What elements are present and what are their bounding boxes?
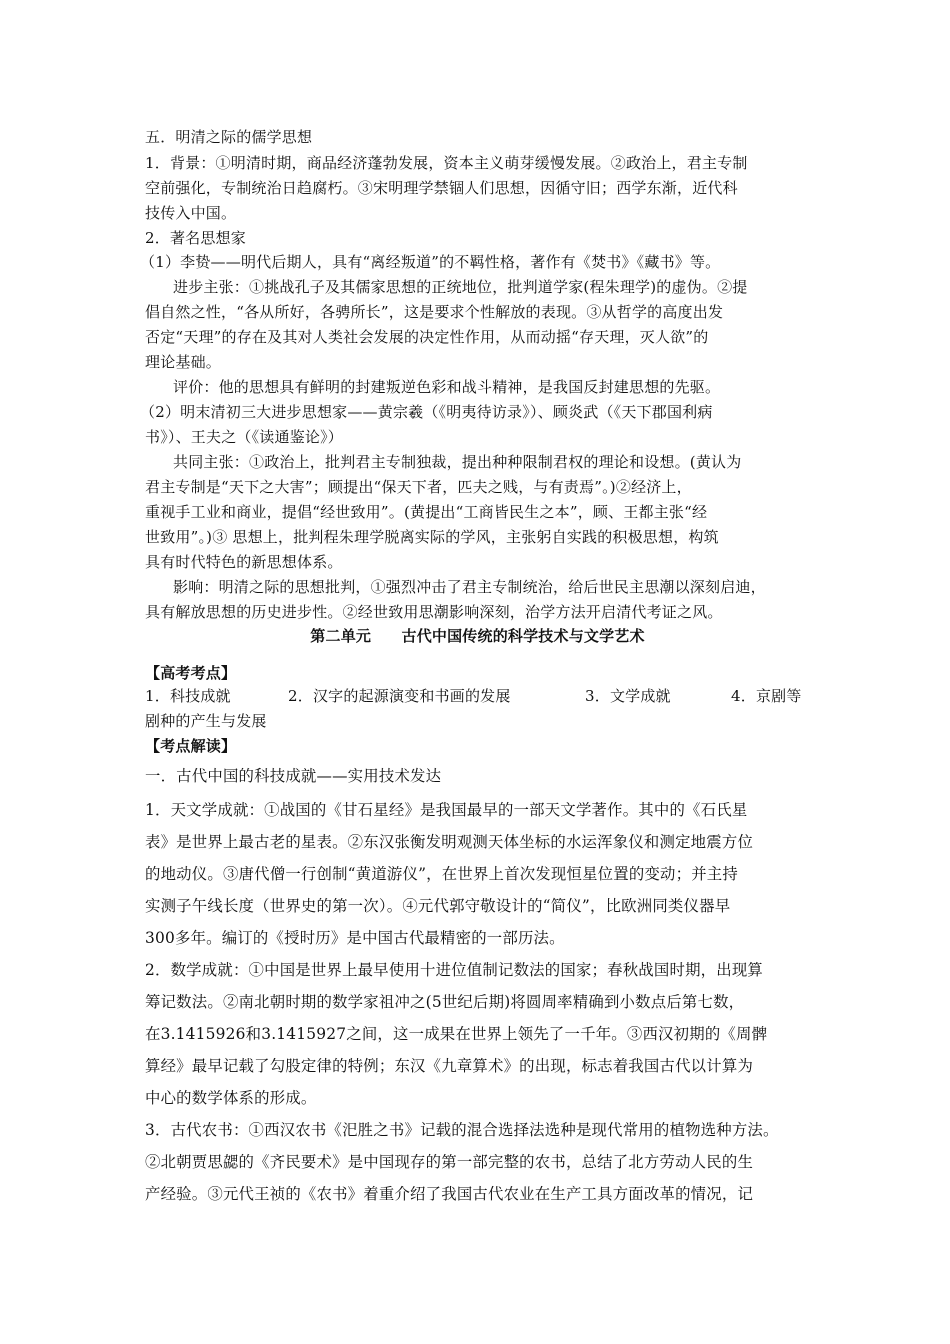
paragraph-line: 理论基础。 (145, 353, 222, 371)
paragraph-line: （1）李贽——明代后期人，具有“离经叛道”的不羁性格，著作有《焚书》《藏书》等。 (140, 253, 721, 271)
paragraph-line: ②北朝贾思勰的《齐民要术》是中国现存的第一部完整的农书，总结了北方劳动人民的生 (145, 1153, 754, 1171)
paragraph-line: 具有时代特色的新思想体系。 (145, 553, 343, 571)
paragraph-line: （2）明末清初三大进步思想家——黄宗羲（《明夷待访录》）、顾炎武（《天下郡国利病 (140, 403, 713, 421)
paragraph-line: 1．背景：①明清时期，商品经济蓬勃发展，资本主义萌芽缓慢发展。②政治上，君主专制 (145, 154, 748, 172)
paragraph-line: 的地动仪。③唐代僧一行创制“黄道游仪”，在世界上首次发现恒星位置的变动；并主持 (145, 865, 738, 883)
paragraph-line: 君主专制是“天下之大害”；顾提出“保天下者，匹夫之贱，与有责焉”。)②经济上， (145, 478, 692, 496)
paragraph-line: 倡自然之性，“各从所好，各骋所长”，这是要求个性解放的表现。③从哲学的高度出发 (145, 303, 724, 321)
paragraph-line: 技传入中国。 (145, 204, 237, 222)
kaodian-item: 1．科技成就 (145, 687, 231, 705)
paragraph-line: 产经验。③元代王祯的《农书》着重介绍了我国古代农业在生产工具方面改革的情况，记 (145, 1185, 754, 1203)
kaodian-item: 2．汉字的起源演变和书画的发展 (288, 687, 511, 705)
kaodian-item: 3．文学成就 (585, 687, 671, 705)
paragraph-line: 中心的数学体系的形成。 (145, 1089, 317, 1107)
kaodian-item-cont: 剧种的产生与发展 (145, 712, 267, 730)
paragraph-line: 影响：明清之际的思想批判，①强烈冲击了君主专制统治，给后世民主思潮以深刻启迪， (173, 578, 766, 596)
unit-title: 第二单元 古代中国传统的科学技术与文学艺术 (310, 627, 645, 645)
kaodian-heading: 【高考考点】 (145, 664, 237, 682)
jiedu-heading: 【考点解读】 (145, 737, 237, 755)
sub-heading: 2．著名思想家 (145, 229, 246, 247)
paragraph-line: 世致用”。)③ 思想上，批判程朱理学脱离实际的学风，主张躬自实践的积极思想，构筑 (145, 528, 719, 546)
paragraph-line: 空前强化，专制统治日趋腐朽。③宋明理学禁锢人们思想，因循守旧；西学东渐，近代科 (145, 179, 738, 197)
paragraph-line: 算经》最早记载了勾股定律的特例；东汉《九章算术》的出现，标志着我国古代以计算为 (145, 1057, 754, 1075)
paragraph-line: 筹记数法。②南北朝时期的数学家祖冲之(5世纪后期)将圆周率精确到小数点后第七数， (145, 993, 745, 1011)
paragraph-line: 1．天文学成就：①战国的《甘石星经》是我国最早的一部天文学著作。其中的《石氏星 (145, 801, 748, 819)
paragraph-line: 300多年。编订的《授时历》是中国古代最精密的一部历法。 (145, 929, 565, 947)
paragraph-line: 书》）、王夫之（《读通鉴论》） (145, 428, 344, 446)
paragraph-line: 重视手工业和商业，提倡“经世致用”。(黄提出“工商皆民生之本”，顾、王都主张“经 (145, 503, 708, 521)
paragraph-line: 评价：他的思想具有鲜明的封建叛逆色彩和战斗精神，是我国反封建思想的先驱。 (173, 378, 721, 396)
paragraph-line: 2．数学成就：①中国是世界上最早使用十进位值制记数法的国家；春秋战国时期，出现算 (145, 961, 764, 979)
paragraph-line: 进步主张：①挑战孔子及其儒家思想的正统地位，批判道学家(程朱理学)的虚伪。②提 (173, 278, 748, 296)
section-title: 五．明清之际的儒学思想 (145, 128, 313, 146)
paragraph-line: 否定“天理”的存在及其对人类社会发展的决定性作用，从而动摇“存天理，灭人欲”的 (145, 328, 709, 346)
kaodian-item: 4．京剧等 (731, 687, 802, 705)
paragraph-line: 表》是世界上最古老的星表。②东汉张衡发明观测天体坐标的水运浑象仪和测定地震方位 (145, 833, 754, 851)
paragraph-line: 具有解放思想的历史进步性。②经世致用思潮影响深刻，治学方法开启清代考证之风。 (145, 603, 723, 621)
paragraph-line: 3．古代农书：①西汉农书《汜胜之书》记载的混合选择法选种是现代常用的植物选种方法。 (145, 1121, 779, 1139)
paragraph-line: 在3.1415926和3.1415927之间，这一成果在世界上领先了一千年。③西汉初期的《周髀 (145, 1025, 768, 1043)
paragraph-line: 实测子午线长度（世界史的第一次）。④元代郭守敬设计的“简仪”，比欧洲同类仪器早 (145, 897, 731, 915)
paragraph-line: 共同主张：①政治上，批判君主专制独裁，提出种种限制君权的理论和设想。(黄认为 (173, 453, 742, 471)
section-heading: 一．古代中国的科技成就——实用技术发达 (145, 767, 442, 785)
